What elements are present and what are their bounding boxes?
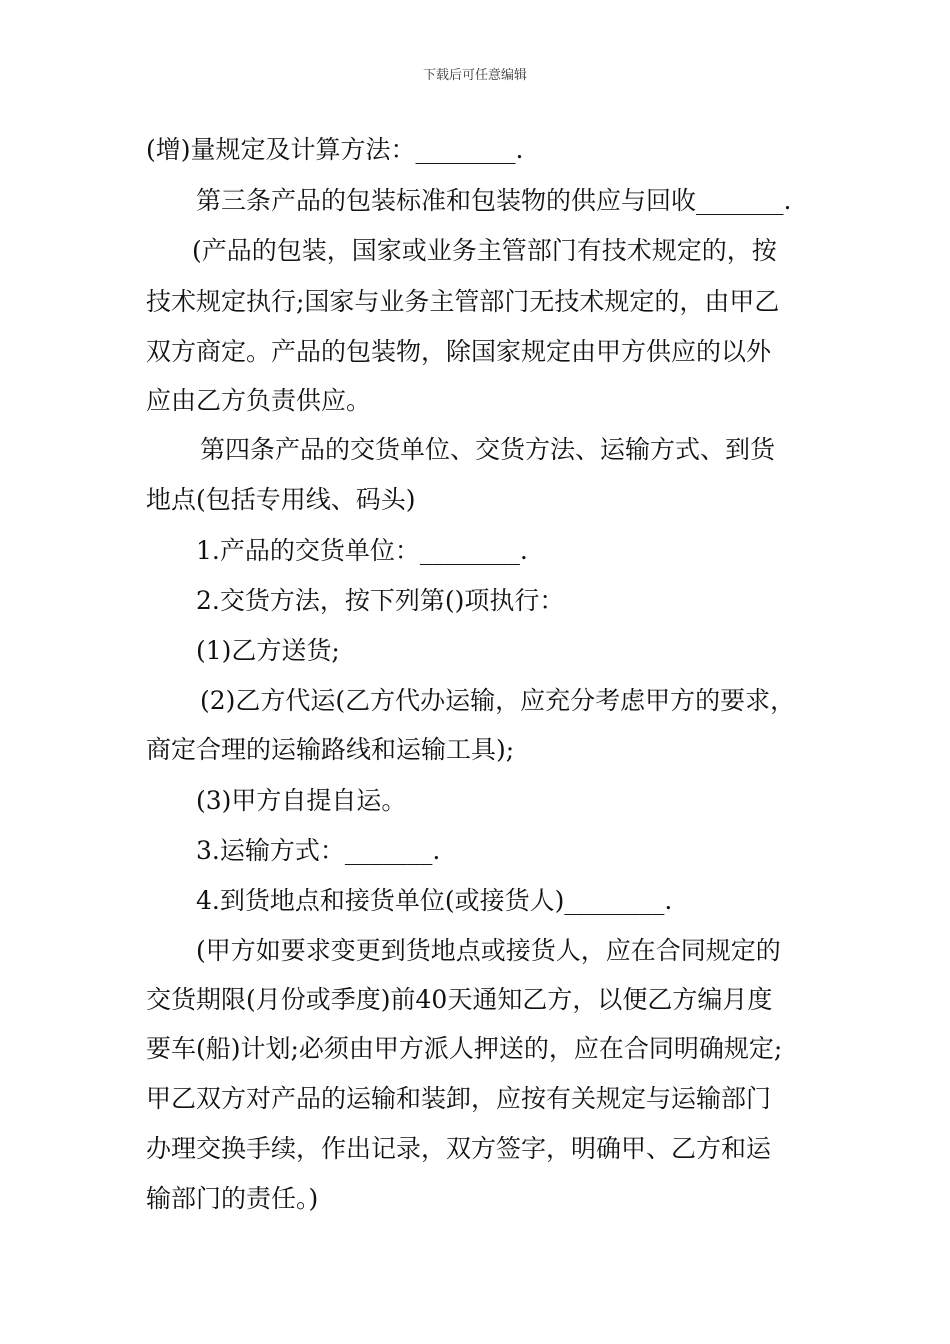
- text-line: 1.产品的交货单位：________.: [196, 536, 528, 565]
- text-line: 应由乙方负责供应。: [146, 386, 372, 415]
- text-line: 第四条产品的交货单位、交货方法、运输方式、到货: [200, 435, 776, 464]
- text-line: 3.运输方式：_______.: [196, 836, 441, 865]
- text-line: 商定合理的运输路线和运输工具);: [146, 735, 515, 764]
- text-line: 要车(船)计划;必须由甲方派人押送的，应在合同明确规定;: [146, 1034, 783, 1063]
- text-line: (1)乙方送货;: [196, 636, 340, 665]
- text-line: 双方商定。产品的包装物，除国家规定由甲方供应的以外: [146, 337, 772, 366]
- text-line: 4.到货地点和接货单位(或接货人)________.: [196, 886, 673, 915]
- text-line: (甲方如要求变更到货地点或接货人，应在合同规定的: [196, 936, 781, 965]
- text-line: 输部门的责任。): [146, 1184, 319, 1213]
- page-header: 下载后可任意编辑: [422, 68, 527, 83]
- text-line: 甲乙双方对产品的运输和装卸，应按有关规定与运输部门: [146, 1084, 772, 1113]
- text-line: 地点(包括专用线、码头): [146, 485, 416, 514]
- text-line: 技术规定执行;国家与业务主管部门无技术规定的，由甲乙: [146, 287, 780, 316]
- text-line: (3)甲方自提自运。: [196, 786, 407, 815]
- text-line: (产品的包装，国家或业务主管部门有技术规定的，按: [192, 236, 777, 265]
- text-line: 第三条产品的包装标准和包装物的供应与回收_______.: [196, 186, 792, 215]
- text-line: (增)量规定及计算方法：________.: [146, 135, 524, 164]
- text-line: (2)乙方代运(乙方代办运输，应充分考虑甲方的要求，: [200, 686, 796, 715]
- text-line: 2.交货方法，按下列第()项执行：: [196, 586, 565, 615]
- text-line: 交货期限(月份或季度)前40天通知乙方，以便乙方编月度: [146, 985, 773, 1014]
- text-line: 办理交换手续，作出记录，双方签字，明确甲、乙方和运: [146, 1134, 772, 1163]
